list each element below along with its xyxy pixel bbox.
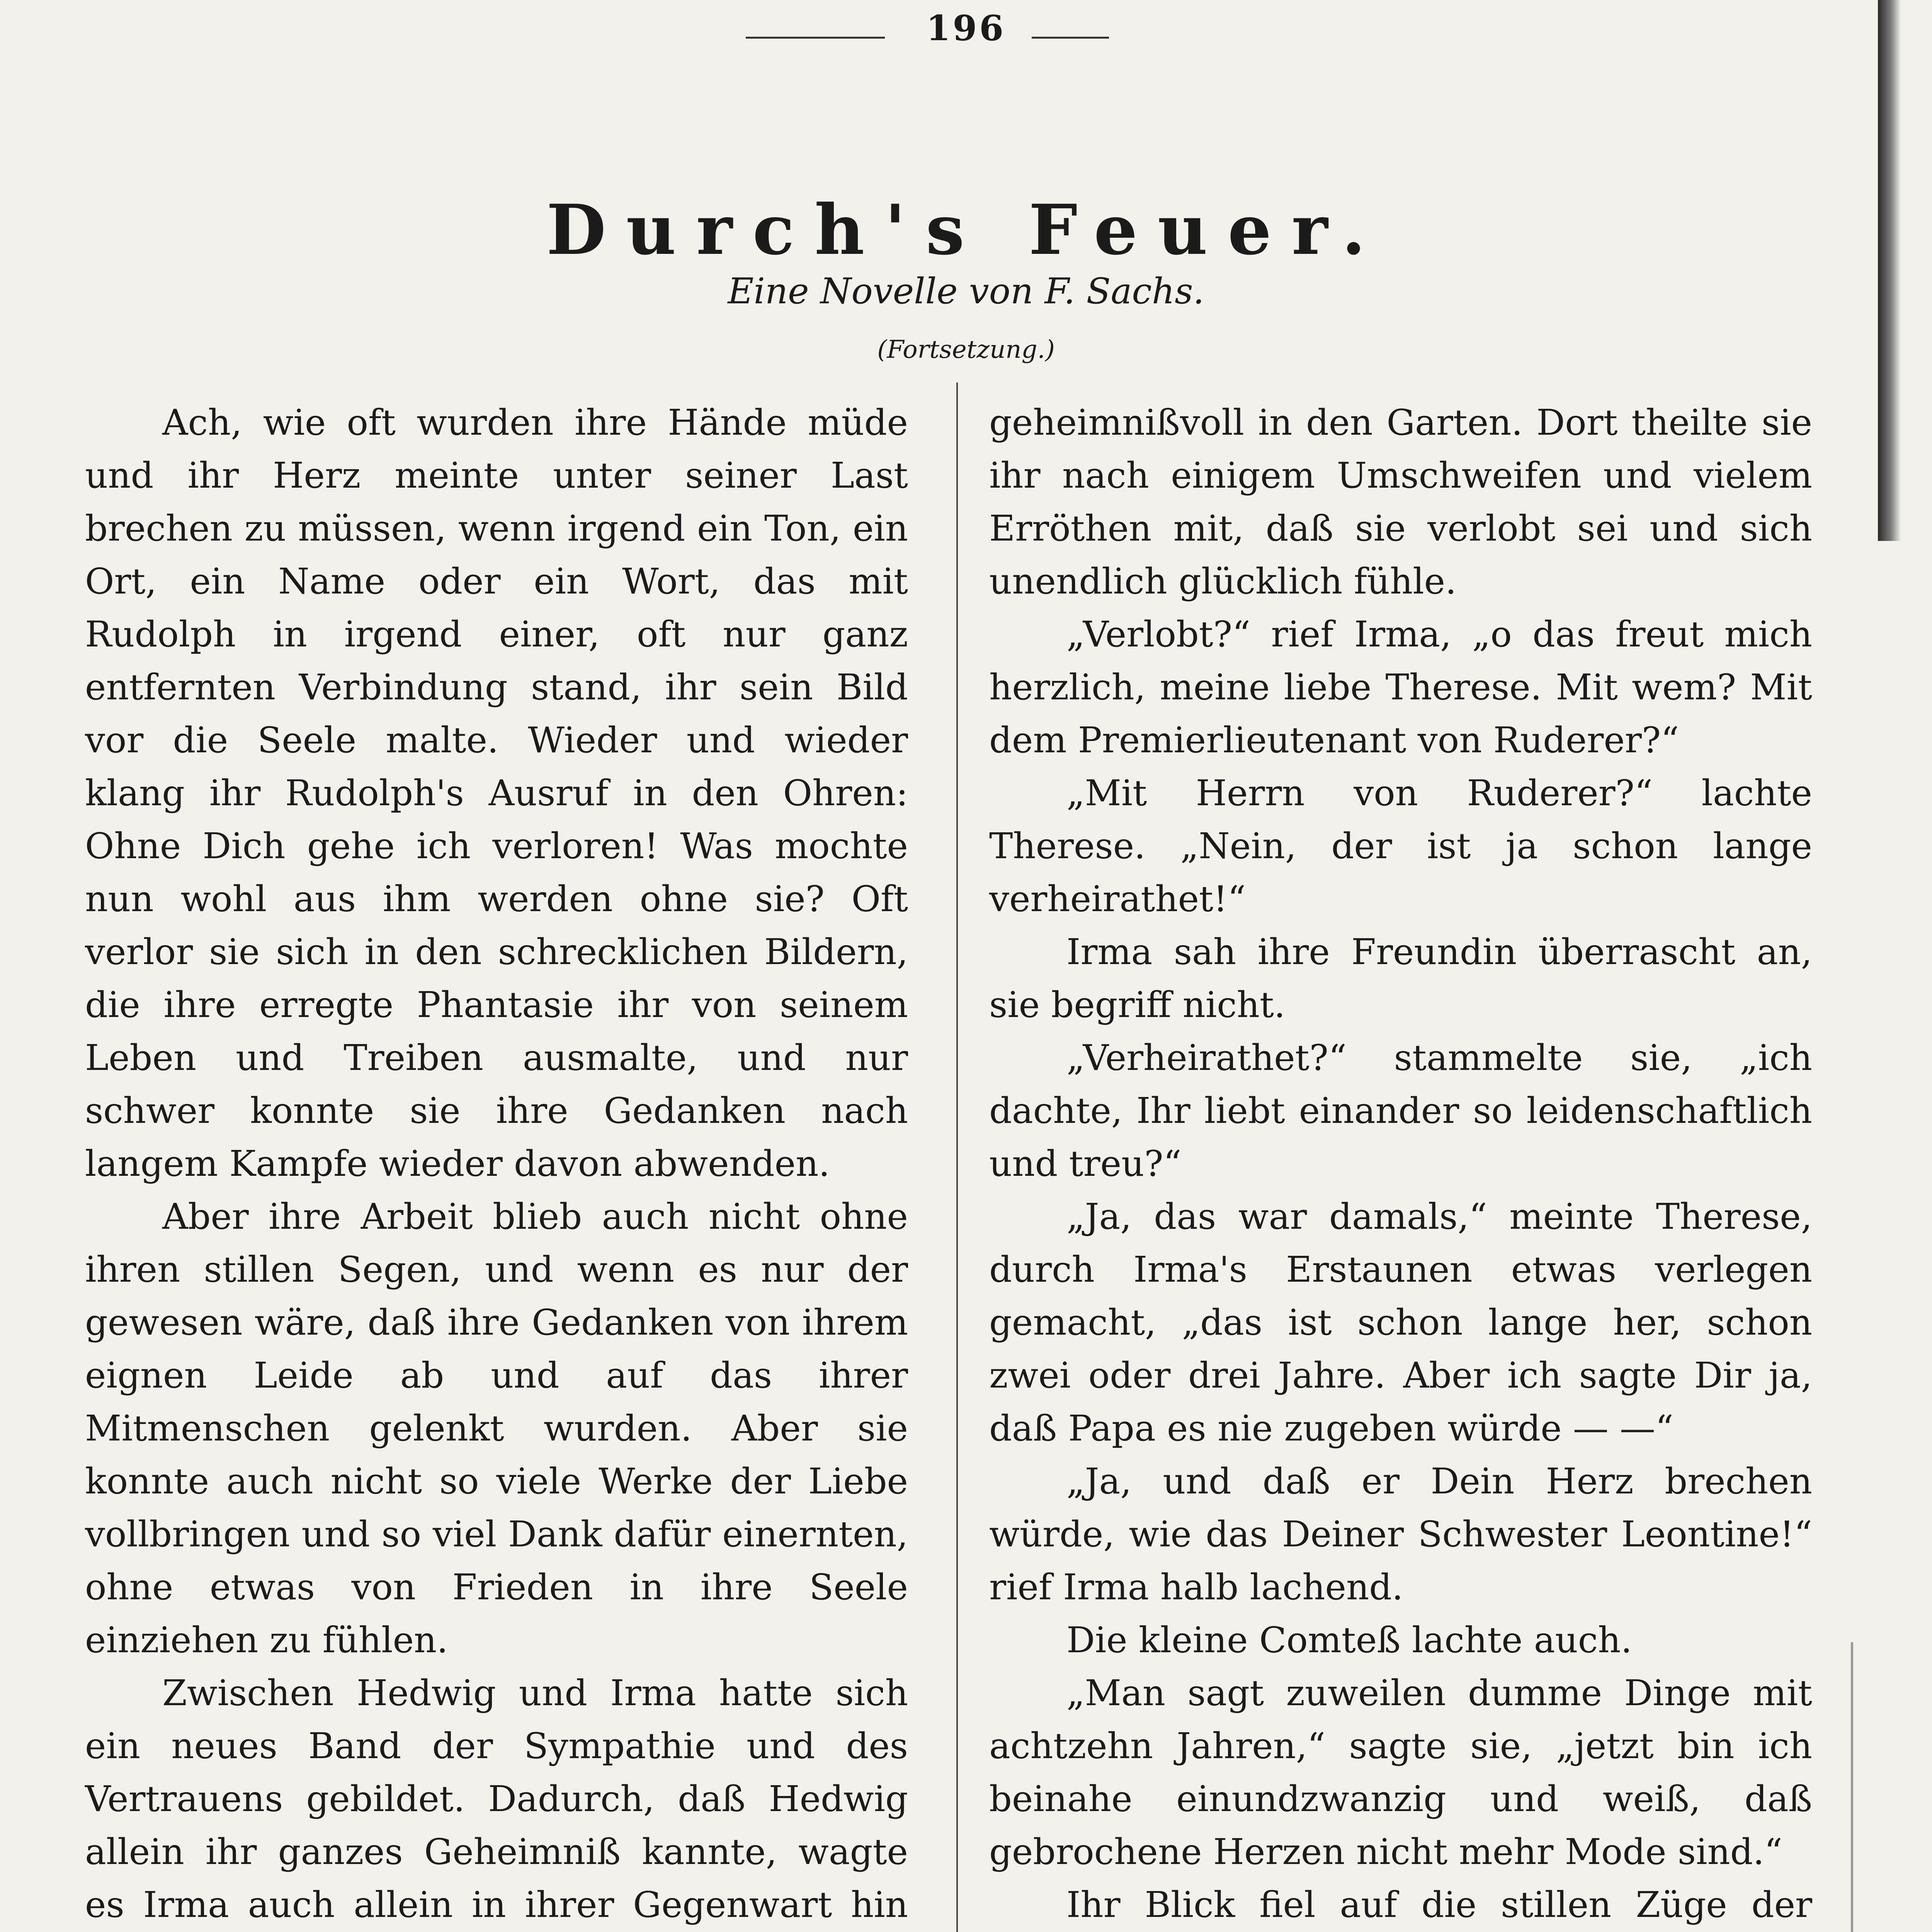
paragraph: Aber ihre Arbeit blieb auch nicht ohne ihren stillen Segen, und wenn es nur der gewesen wäre, daß ihre Gedanken von ihrem eignen Leide ab und auf das ihrer Mitmenschen gelenkt wurden. Aber sie konnte auch nicht so viele Werke der Liebe vollbringen und so viel Dank dafür einernten, ohne etwas von Frieden in ihre Seele einziehen zu fühlen. bbox=[85, 1196, 908, 1661]
continued-note: (Fortsetzung.) bbox=[877, 335, 1055, 364]
article-subtitle: Eine Novelle von F. Sachs. bbox=[728, 270, 1204, 312]
page-number: 196 bbox=[926, 8, 1006, 49]
paragraph: Ihr Blick fiel auf die stillen Züge der bbox=[1066, 1884, 1812, 1925]
right-margin-rule bbox=[1851, 1642, 1853, 1932]
paragraph: „Mit Herrn von Ruderer?“ lachte Therese. „Nein, der ist ja schon lange verheirathet!“ bbox=[989, 772, 1812, 920]
paragraph: Die kleine Comteß lachte auch. bbox=[1066, 1619, 1632, 1661]
article-title: Durch's Feuer. bbox=[546, 189, 1386, 270]
paragraph: „Ja, das war damals,“ meinte Therese, durch Irma's Erstaunen etwas verlegen gemacht, „das ist schon lange her, schon zwei oder drei Jahre. Aber ich sagte Dir ja, daß Papa es nie zugeben würde — —“ bbox=[989, 1196, 1812, 1449]
page-edge-shadow bbox=[1878, 0, 1901, 541]
paragraph: „Verheirathet?“ stammelte sie, „ich dachte, Ihr liebt einander so leidenschaftlich und treu?“ bbox=[989, 1037, 1812, 1184]
paragraph: Zwischen Hedwig und Irma hatte sich ein neues Band der Sympathie und des Vertrauens gebildet. Dadurch, daß Hedwig allein ihr ganzes Geheimniß kannte, wagte es Irma auch allein in ihrer Gegenwart hin bbox=[85, 1672, 908, 1925]
right-column bbox=[989, 396, 1812, 1932]
column-divider bbox=[956, 383, 958, 1932]
paragraph: „Man sagt zuweilen dumme Dinge mit achtzehn Jahren,“ sagte sie, „jetzt bin ich beinahe einundzwanzig und weiß, daß gebrochene Herzen nicht mehr Mode sind.“ bbox=[989, 1672, 1812, 1872]
paragraph: Ach, wie oft wurden ihre Hände müde und ihr Herz meinte unter seiner Last brechen zu müssen, wenn irgend ein Ton, ein Ort, ein Name oder ein Wort, das mit Rudolph in irgend einer, oft nur ganz entfernten Verbindung stand, ihr sein Bild vor die Seele malte. Wieder und wieder klang ihr Rudolph's Ausruf in den Ohren: Ohne Dich gehe ich verloren! Was mochte nun wohl aus ihm werden ohne sie? Oft verlor sie sich in den schrecklichen Bildern, die ihre erregte Phantasie ihr von seinem Leben und Treiben ausmalte, und nur schwer konnte sie ihre Gedanken nach langem Kampfe wieder davon abwenden. bbox=[85, 402, 908, 1184]
paragraph: „Ja, und daß er Dein Herz brechen würde, wie das Deiner Schwester Leontine!“ rief Irma halb lachend. bbox=[989, 1461, 1812, 1608]
header-rule-right bbox=[1032, 37, 1109, 39]
left-column bbox=[85, 396, 908, 1932]
paragraph: „Verlobt?“ rief Irma, „o das freut mich herzlich, meine liebe Therese. Mit wem? Mit dem Premierlieutenant von Ruderer?“ bbox=[989, 614, 1812, 761]
paragraph: Irma sah ihre Freundin überrascht an, sie begriff nicht. bbox=[989, 931, 1812, 1026]
paragraph: geheimnißvoll in den Garten. Dort theilte sie ihr nach einigem Umschweifen und vielem Erröthen mit, daß sie verlobt sei und sich unendlich glücklich fühle. bbox=[989, 402, 1812, 602]
